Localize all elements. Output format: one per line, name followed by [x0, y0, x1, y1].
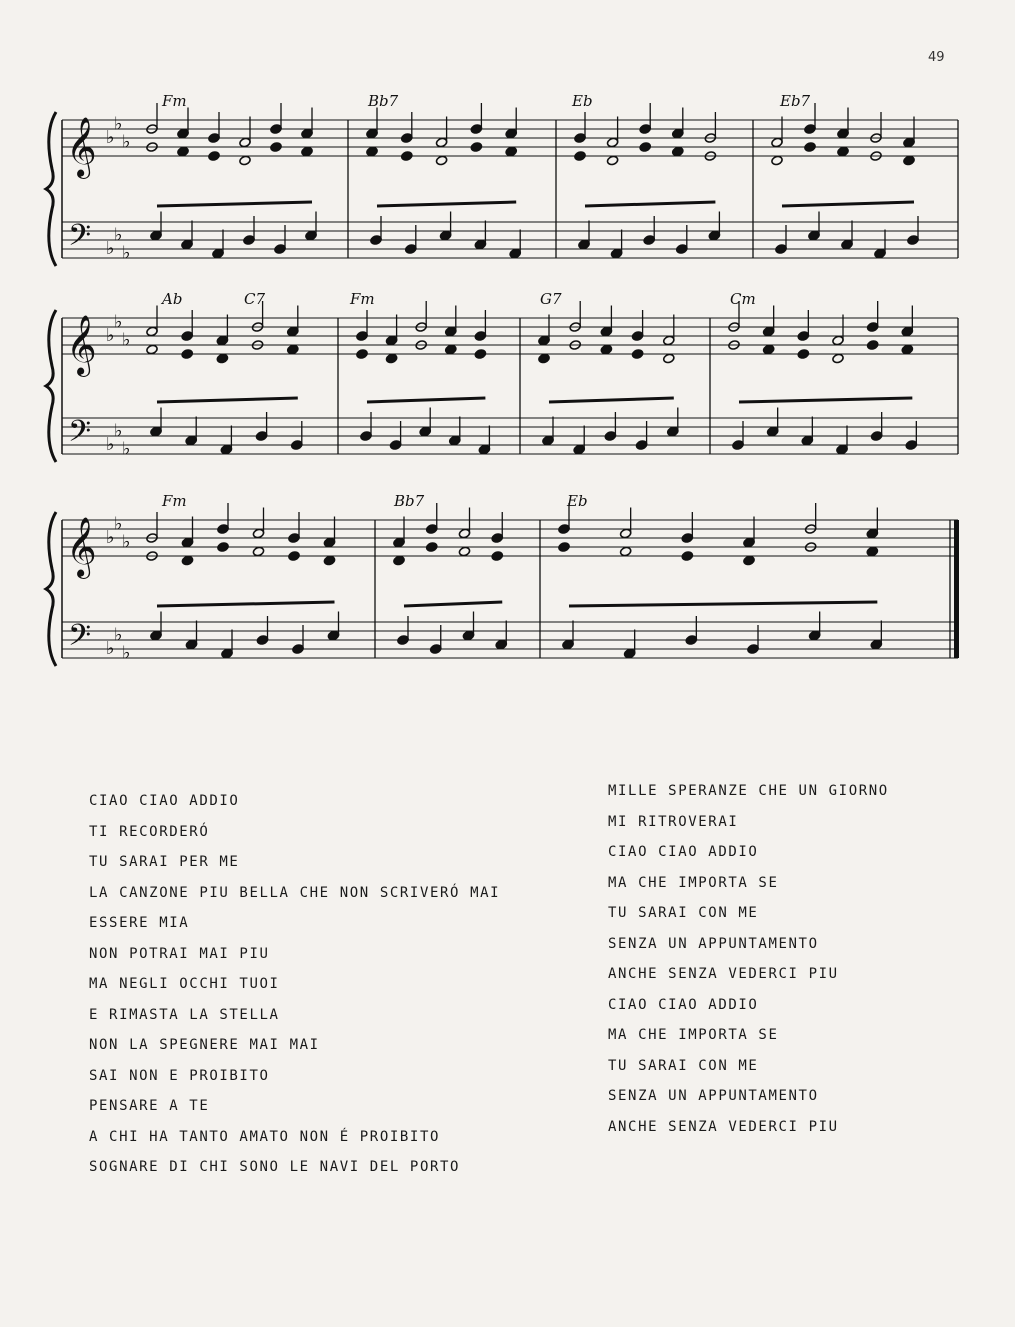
beam: [367, 398, 485, 402]
lyric-line: PENSARE A TE: [89, 1098, 210, 1114]
note-head: [623, 648, 635, 659]
note-head: [574, 151, 586, 162]
note-head: [901, 344, 913, 355]
lyric-line: TI RECORDERÓ: [89, 823, 210, 840]
note-head: [401, 151, 413, 162]
bass-clef-icon: 𝄢: [68, 219, 92, 260]
note-head: [401, 133, 413, 144]
note-head: [301, 146, 313, 157]
note-head: [775, 244, 787, 255]
grand-staff-brace: [46, 310, 56, 462]
lyric-line: MILLE SPERANZE CHE UN GIORNO: [608, 783, 889, 799]
music-system: [46, 492, 959, 666]
chord-symbol: C7: [244, 290, 266, 308]
note-head: [220, 444, 232, 455]
note-head: [239, 155, 251, 166]
note-head: [797, 349, 809, 360]
note-head: [449, 435, 461, 446]
note-head: [255, 431, 267, 442]
beam: [157, 202, 312, 206]
chord-symbol: G7: [540, 290, 562, 308]
note-head: [185, 435, 197, 446]
note-head: [903, 155, 915, 166]
note-head: [870, 639, 882, 650]
note-head: [208, 151, 220, 162]
lyric-line: SAI NON E PROIBITO: [89, 1067, 270, 1084]
note-head: [474, 239, 486, 250]
flat-icon: ♭: [106, 127, 115, 148]
lyrics-column-left: [89, 786, 500, 1183]
grand-staff-brace: [46, 512, 56, 666]
note-head: [573, 444, 585, 455]
note-head: [474, 331, 486, 342]
note-head: [538, 353, 550, 364]
lyric-line: TU SARAI CON ME: [608, 905, 759, 921]
chord-symbol: Cm: [730, 290, 756, 308]
note-head: [366, 128, 378, 139]
note-head: [672, 146, 684, 157]
chord-symbol: Eb: [572, 92, 593, 110]
lyric-line: TU SARAI PER ME: [89, 854, 240, 870]
note-head: [841, 239, 853, 250]
note-head: [836, 444, 848, 455]
note-head: [600, 344, 612, 355]
note-head: [323, 537, 335, 548]
music-system: [46, 92, 958, 266]
note-head: [866, 528, 878, 539]
lyric-line: CIAO CIAO ADDIO: [89, 793, 240, 809]
note-head: [177, 146, 189, 157]
note-head: [619, 528, 631, 539]
note-head: [619, 546, 631, 557]
flat-icon: ♭: [114, 420, 123, 442]
note-head: [771, 137, 783, 148]
note-head: [903, 137, 915, 148]
note-head: [177, 128, 189, 139]
note-head: [505, 128, 517, 139]
note-head: [832, 353, 844, 364]
note-head: [681, 551, 693, 562]
note-head: [288, 551, 300, 562]
flat-icon: ♭: [122, 242, 131, 264]
beam: [569, 602, 877, 606]
note-head: [393, 537, 405, 548]
note-head: [505, 146, 517, 157]
lyric-line: TU SARAI CON ME: [608, 1057, 759, 1074]
note-head: [256, 635, 268, 646]
note-head: [435, 155, 447, 166]
note-head: [150, 630, 162, 641]
chord-symbol: Eb7: [780, 92, 811, 110]
note-head: [801, 435, 813, 446]
lyric-line: SENZA UN APPUNTAMENTO: [608, 1088, 819, 1104]
note-head: [643, 235, 655, 246]
note-head: [150, 426, 162, 437]
note-head: [837, 128, 849, 139]
note-head: [270, 124, 282, 135]
flat-icon: ♭: [114, 224, 123, 246]
note-head: [181, 349, 193, 360]
note-head: [288, 533, 300, 544]
note-head: [430, 644, 442, 655]
note-head: [389, 440, 401, 451]
final-barline: [954, 520, 959, 658]
note-head: [462, 630, 474, 641]
note-head: [366, 146, 378, 157]
note-head: [639, 124, 651, 135]
lyric-line: MI RITROVERAI: [608, 813, 739, 830]
note-head: [604, 431, 616, 442]
note-head: [216, 335, 228, 346]
note-head: [832, 335, 844, 346]
note-head: [426, 542, 438, 553]
beam: [549, 398, 674, 402]
lyric-line: NON LA SPEGNERE MAI MAI: [89, 1037, 320, 1053]
note-head: [866, 546, 878, 557]
flat-icon: ♭: [114, 113, 123, 135]
note-head: [458, 528, 470, 539]
note-head: [274, 244, 286, 255]
note-head: [797, 331, 809, 342]
note-head: [356, 349, 368, 360]
note-head: [907, 235, 919, 246]
note-head: [676, 244, 688, 255]
note-head: [837, 146, 849, 157]
note-head: [221, 648, 233, 659]
treble-clef-icon: 𝄞: [66, 517, 97, 577]
note-head: [216, 353, 228, 364]
note-head: [681, 533, 693, 544]
note-head: [426, 524, 438, 535]
lyric-line: MA CHE IMPORTA SE: [608, 874, 779, 891]
chord-symbol: Fm: [350, 290, 375, 308]
lyric-line: ANCHE SENZA VEDERCI PIU: [608, 966, 839, 982]
note-head: [708, 230, 720, 241]
note-head: [743, 537, 755, 548]
note-head: [291, 440, 303, 451]
chord-symbol: Fm: [162, 92, 187, 110]
chord-symbol: Eb: [567, 492, 588, 510]
note-head: [491, 551, 503, 562]
note-head: [804, 142, 816, 153]
lyric-line: MA CHE IMPORTA SE: [608, 1027, 779, 1043]
lyric-line: ESSERE MIA: [89, 915, 190, 931]
flat-icon: ♭: [106, 434, 115, 455]
note-head: [578, 239, 590, 250]
lyric-line: SENZA UN APPUNTAMENTO: [608, 935, 819, 952]
flat-icon: ♭: [114, 624, 123, 646]
note-head: [301, 128, 313, 139]
note-head: [600, 326, 612, 337]
note-head: [866, 340, 878, 351]
note-head: [323, 555, 335, 566]
note-head: [146, 326, 158, 337]
note-head: [631, 349, 643, 360]
lyric-line: ANCHE SENZA VEDERCI PIU: [608, 1118, 839, 1135]
page-number: 49: [928, 50, 945, 65]
note-head: [542, 435, 554, 446]
beam: [157, 398, 298, 402]
note-head: [808, 230, 820, 241]
grand-staff-brace: [46, 112, 56, 266]
note-head: [370, 235, 382, 246]
note-head: [270, 142, 282, 153]
lyrics-column-right: [608, 776, 889, 1142]
lyric-line: E RIMASTA LA STELLA: [89, 1006, 280, 1023]
chord-symbol: Bb7: [394, 492, 425, 510]
chord-symbol: Bb7: [368, 92, 399, 110]
note-head: [146, 344, 158, 355]
note-head: [905, 440, 917, 451]
flat-icon: ♭: [106, 325, 115, 346]
note-head: [574, 133, 586, 144]
chord-symbol: Fm: [162, 492, 187, 510]
lyric-line: A CHI HA TANTO AMATO NON É PROIBITO: [89, 1128, 441, 1145]
note-head: [562, 639, 574, 650]
flat-icon: ♭: [114, 513, 123, 535]
note-head: [631, 331, 643, 342]
note-head: [470, 124, 482, 135]
note-head: [252, 528, 264, 539]
note-head: [356, 331, 368, 342]
note-head: [743, 555, 755, 566]
note-head: [458, 546, 470, 557]
note-head: [478, 444, 490, 455]
bass-clef-icon: 𝄢: [68, 415, 92, 456]
bass-clef-icon: 𝄢: [68, 619, 92, 660]
treble-clef-icon: 𝄞: [66, 117, 97, 177]
note-head: [470, 142, 482, 153]
beam: [404, 602, 502, 606]
note-head: [419, 426, 431, 437]
note-head: [305, 230, 317, 241]
flat-icon: ♭: [114, 311, 123, 333]
note-head: [439, 230, 451, 241]
note-head: [287, 326, 299, 337]
note-head: [606, 137, 618, 148]
note-head: [360, 431, 372, 442]
note-head: [445, 344, 457, 355]
flat-icon: ♭: [122, 131, 131, 153]
note-head: [901, 326, 913, 337]
note-head: [243, 235, 255, 246]
flat-icon: ♭: [106, 527, 115, 548]
note-head: [327, 630, 339, 641]
note-head: [606, 155, 618, 166]
note-head: [732, 440, 744, 451]
note-head: [667, 426, 679, 437]
note-head: [181, 239, 193, 250]
lyric-line: CIAO CIAO ADDIO: [608, 844, 759, 860]
note-head: [610, 248, 622, 259]
lyric-line: CIAO CIAO ADDIO: [608, 996, 759, 1013]
note-head: [435, 137, 447, 148]
note-head: [474, 349, 486, 360]
note-head: [663, 353, 675, 364]
note-head: [874, 248, 886, 259]
note-head: [639, 142, 651, 153]
flat-icon: ♭: [106, 638, 115, 659]
note-head: [766, 426, 778, 437]
note-head: [181, 555, 193, 566]
note-head: [292, 644, 304, 655]
note-head: [808, 630, 820, 641]
lyric-line: LA CANZONE PIU BELLA CHE NON SCRIVERÓ MAI: [89, 884, 501, 901]
lyric-line: SOGNARE DI CHI SONO LE NAVI DEL PORTO: [89, 1159, 461, 1175]
note-head: [287, 344, 299, 355]
chord-symbol: Ab: [162, 290, 183, 308]
note-head: [393, 555, 405, 566]
note-head: [185, 639, 197, 650]
beam: [739, 398, 912, 402]
note-head: [252, 546, 264, 557]
lyric-line: MA NEGLI OCCHI TUOI: [89, 976, 280, 992]
note-head: [239, 137, 251, 148]
beam: [377, 202, 516, 206]
note-head: [747, 644, 759, 655]
note-head: [385, 335, 397, 346]
music-system: [46, 290, 958, 462]
lyric-line: NON POTRAI MAI PIU: [89, 945, 270, 962]
flat-icon: ♭: [122, 438, 131, 460]
note-head: [212, 248, 224, 259]
note-head: [635, 440, 647, 451]
note-head: [491, 533, 503, 544]
beam: [585, 202, 715, 206]
note-head: [762, 344, 774, 355]
note-head: [181, 331, 193, 342]
note-head: [495, 639, 507, 650]
note-head: [181, 537, 193, 548]
note-head: [397, 635, 409, 646]
note-head: [558, 542, 570, 553]
note-head: [870, 431, 882, 442]
flat-icon: ♭: [122, 642, 131, 664]
note-head: [685, 635, 697, 646]
note-head: [217, 524, 229, 535]
note-head: [150, 230, 162, 241]
note-head: [509, 248, 521, 259]
treble-clef-icon: 𝄞: [66, 315, 97, 375]
flat-icon: ♭: [106, 238, 115, 259]
note-head: [208, 133, 220, 144]
note-head: [672, 128, 684, 139]
note-head: [663, 335, 675, 346]
beam: [782, 202, 914, 206]
note-head: [385, 353, 397, 364]
beam: [157, 602, 335, 606]
note-head: [445, 326, 457, 337]
note-head: [771, 155, 783, 166]
note-head: [558, 524, 570, 535]
note-head: [762, 326, 774, 337]
note-head: [217, 542, 229, 553]
note-head: [538, 335, 550, 346]
note-head: [866, 322, 878, 333]
flat-icon: ♭: [122, 531, 131, 553]
note-head: [804, 124, 816, 135]
flat-icon: ♭: [122, 329, 131, 351]
note-head: [405, 244, 417, 255]
